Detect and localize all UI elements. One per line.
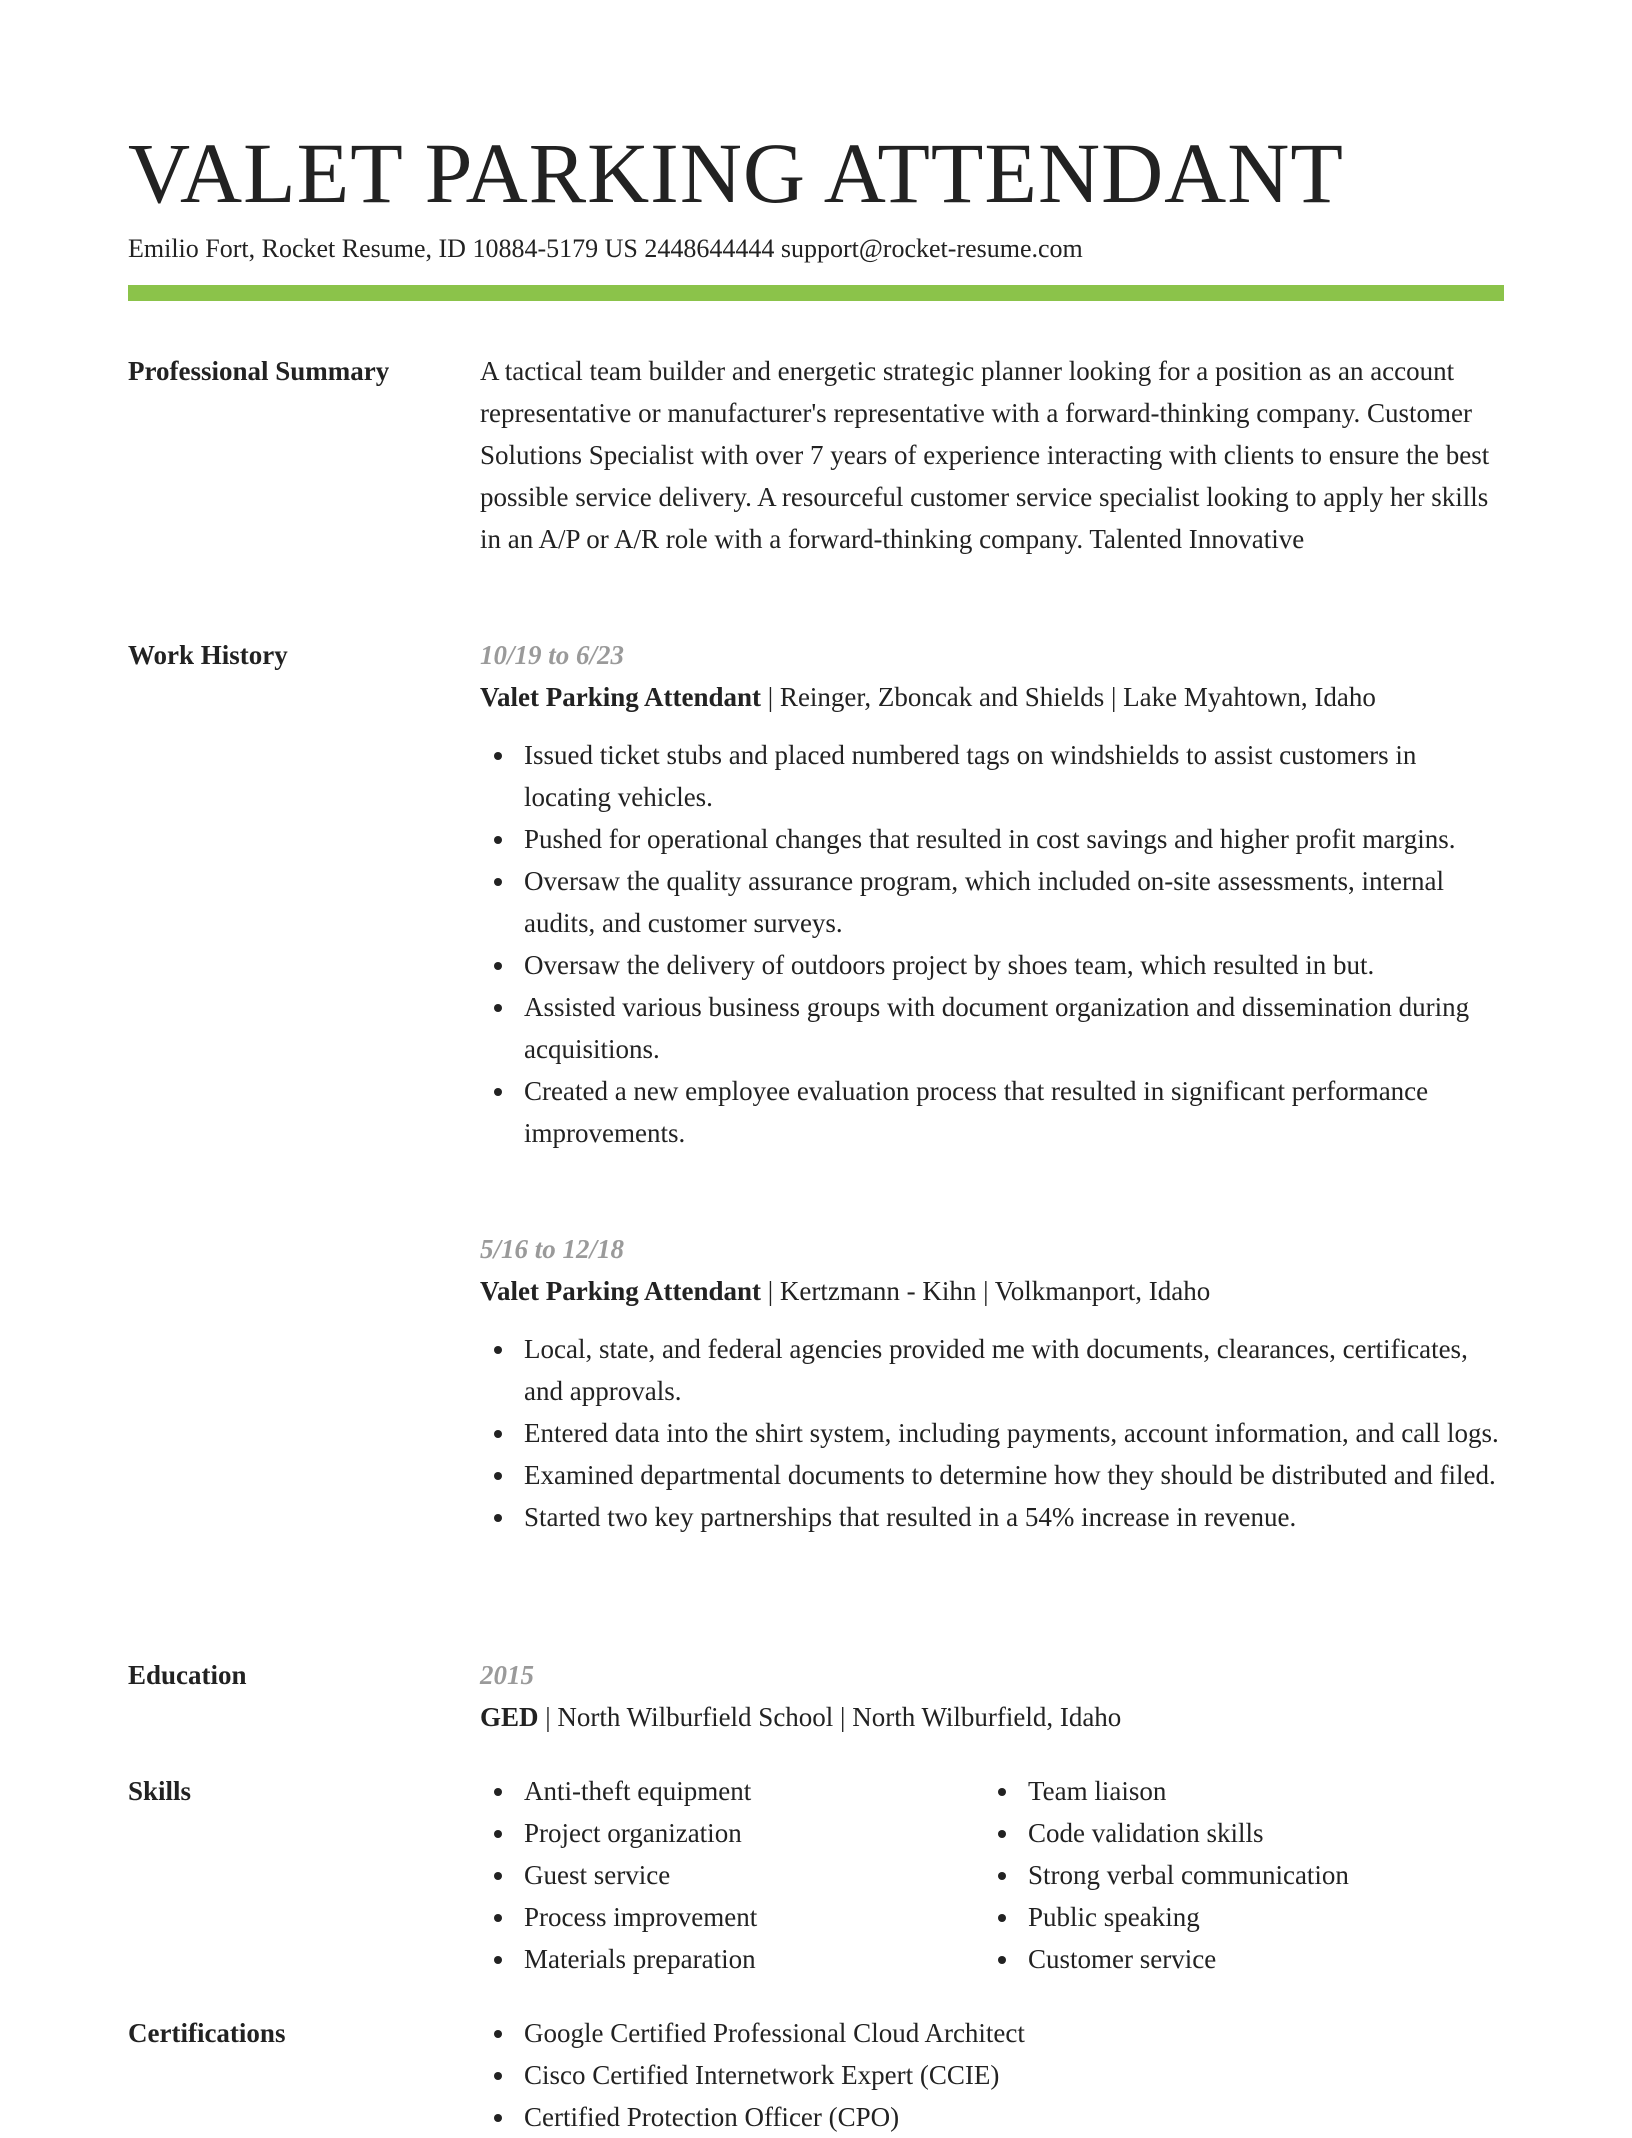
certifications-section [480, 2012, 1504, 2138]
list-item: Google Certified Professional Cloud Architect [480, 2012, 1504, 2054]
job-title: Valet Parking Attendant [480, 682, 762, 712]
job-details: | Kertzmann - Kihn | Volkmanport, Idaho [761, 1276, 1211, 1306]
summary-section [480, 350, 1504, 560]
list-item: Code validation skills [984, 1812, 1488, 1854]
list-item: Started two key partnerships that resulted in a 54% increase in revenue. [480, 1496, 1504, 1538]
list-item: Certified Protection Officer (CPO) [480, 2096, 1504, 2138]
list-item: Assisted various business groups with document organization and dissemination during acquisitions. [480, 986, 1504, 1070]
list-item: Team liaison [984, 1770, 1488, 1812]
skills-grid [480, 1770, 1504, 1980]
accent-divider [128, 285, 1504, 301]
education-year: 2015 [480, 1660, 534, 1690]
list-item: Anti-theft equipment [480, 1770, 984, 1812]
job-dates: 5/16 to 12/18 [480, 1234, 625, 1264]
job-details: | Reinger, Zboncak and Shields | Lake Myahtown, Idaho [761, 682, 1376, 712]
list-item: Oversaw the quality assurance program, which included on-site assessments, internal audits, and customer surveys. [480, 860, 1504, 944]
education-heading: Education [128, 1660, 247, 1690]
job-title-line [480, 676, 1504, 718]
list-item: Pushed for operational changes that resulted in cost savings and higher profit margins. [480, 818, 1504, 860]
certifications-list [480, 2012, 1504, 2138]
list-item: Examined departmental documents to determine how they should be distributed and filed. [480, 1454, 1504, 1496]
summary-heading: Professional Summary [128, 356, 390, 386]
list-item: Created a new employee evaluation process that resulted in significant performance improvements. [480, 1070, 1504, 1154]
job-title: Valet Parking Attendant [480, 1276, 762, 1306]
skills-section [480, 1770, 1504, 1980]
list-item: Issued ticket stubs and placed numbered tags on windshields to assist customers in locating vehicles. [480, 734, 1504, 818]
summary-text: A tactical team builder and energetic strategic planner looking for a position as an account representative or manufacturer's representative with a forward-thinking company. Customer Solutions Specialist with over 7 years of experience interacting with clients to ensure the best possible service delivery. A resourceful customer service specialist looking to apply her skills in an A/P or A/R role with a forward-thinking company. Talented Innovative [480, 356, 1490, 554]
job-bullets [480, 734, 1504, 1154]
education-entry [480, 1654, 1504, 1738]
list-item: Materials preparation [480, 1938, 984, 1980]
list-item: Oversaw the delivery of outdoors project by shoes team, which resulted in but. [480, 944, 1504, 986]
job-bullets [480, 1328, 1504, 1538]
job-dates: 10/19 to 6/23 [480, 640, 625, 670]
list-item: Local, state, and federal agencies provided me with documents, clearances, certificates, and approvals. [480, 1328, 1504, 1412]
contact-line: Emilio Fort, Rocket Resume, ID 10884-5179 US 2448644444 support@rocket-resume.com [128, 234, 1083, 263]
education-degree: GED [480, 1702, 539, 1732]
list-item: Public speaking [984, 1896, 1488, 1938]
skills-right-column [984, 1770, 1488, 1980]
job-title-line [480, 1270, 1504, 1312]
work-history-heading: Work History [128, 640, 288, 670]
job-entry [480, 1228, 1504, 1538]
resume-title: VALET PARKING ATTENDANT [128, 125, 1344, 221]
list-item: Customer service [984, 1938, 1488, 1980]
job-entry [480, 634, 1504, 1154]
list-item: Entered data into the shirt system, including payments, account information, and call logs. [480, 1412, 1504, 1454]
skills-heading: Skills [128, 1776, 192, 1806]
list-item: Process improvement [480, 1896, 984, 1938]
list-item: Guest service [480, 1854, 984, 1896]
list-item: Strong verbal communication [984, 1854, 1488, 1896]
skills-left-column [480, 1770, 984, 1980]
list-item: Project organization [480, 1812, 984, 1854]
education-line [480, 1696, 1504, 1738]
list-item: Cisco Certified Internetwork Expert (CCIE) [480, 2054, 1504, 2096]
education-details: | North Wilburfield School | North Wilburfield, Idaho [538, 1702, 1122, 1732]
certifications-heading: Certifications [128, 2018, 286, 2048]
